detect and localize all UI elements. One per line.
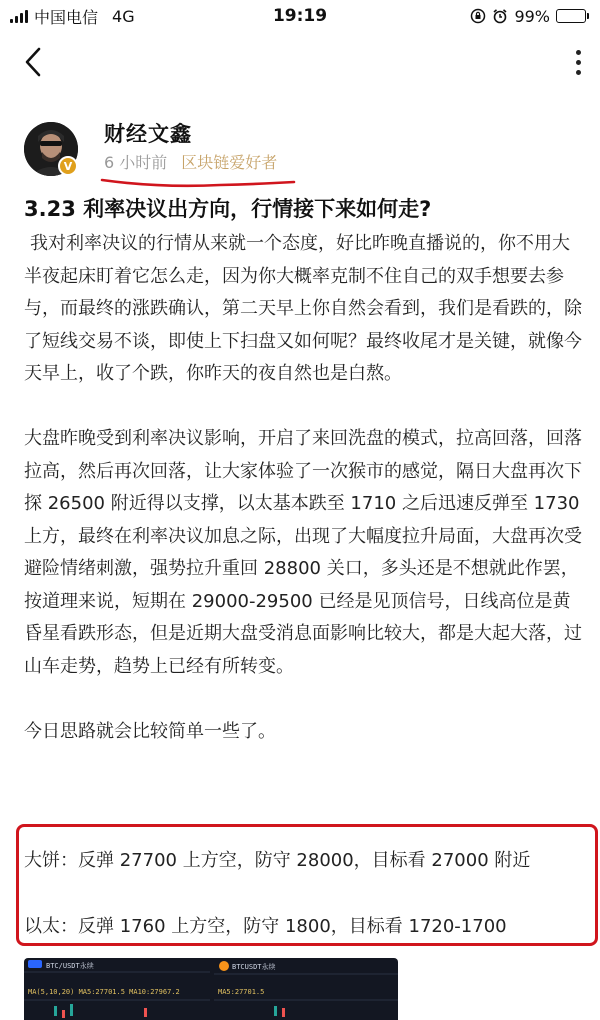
chart-pane-left xyxy=(24,958,210,1020)
status-right xyxy=(470,7,586,26)
more-button[interactable] xyxy=(568,46,588,78)
alarm-icon xyxy=(492,8,508,24)
verified-v-icon: V xyxy=(58,156,78,176)
signal-icon xyxy=(10,9,28,23)
status-left xyxy=(10,5,135,28)
battery-icon xyxy=(556,9,586,23)
author-name[interactable]: 财经文鑫 xyxy=(104,122,192,146)
strategy-eth: 以太：反弹 1760 上方空，防守 1800，目标看 1720-1700 xyxy=(24,916,507,937)
network-label: 4G xyxy=(112,6,135,26)
orientation-lock-icon xyxy=(470,8,486,24)
back-button[interactable] xyxy=(18,44,48,80)
author-tag[interactable]: 区块链爱好者 xyxy=(181,153,278,172)
post-time: 6 小时前 xyxy=(104,153,168,172)
author-meta xyxy=(104,150,277,173)
candles-left xyxy=(24,958,210,1020)
battery-percent: 99% xyxy=(514,6,550,26)
chart-title-left: BTC/USDT永续 xyxy=(46,962,94,970)
paragraph-2: 大盘昨晚受到利率决议影响，开启了来回洗盘的模式，拉高回落，回落拉高，然后再次回落，让大家体验了一次猴市的感觉，隔日大盘再次下探 26500 附近得以支撑，以太基本跌至 1710 之后迅速反弹至 1730 上方，最终在利率决议加息之际，出现了大幅度拉升局面，大盘再次受避险情绪刺激，强势拉升重回 28800 关口，多头还是不想就此作罢，按道理来说，短期在 29000-29500 已经是见顶信号，日线高位是黄昏星看跌形态，但是近期大盘受消息面影响比较大，都是大起大落，过山车走势，趋势上已经有所转变。 xyxy=(24,428,582,677)
carrier-label: 中国电信 xyxy=(34,7,99,27)
chart-ma-left: MA(5,10,20) MA5:27701.5 MA10:27967.2 xyxy=(28,988,180,996)
candles-right xyxy=(214,958,398,1020)
chart-ma-right: MA5:27701.5 xyxy=(218,988,265,996)
article-body xyxy=(24,228,582,781)
more-vertical-icon xyxy=(576,50,581,75)
article-title: 3.23 利率决议出方向，行情接下来如何走? xyxy=(24,197,432,221)
author-header xyxy=(24,118,584,182)
paragraph-1: 我对利率决议的行情从来就一个态度，好比昨晚直播说的，你不用大半夜起床盯着它怎么走，因为你大概率克制不住自己的双手想要去参与，而最终的涨跌确认，第二天早上你自然会看到，我们是看跌的，除了短线交易不谈，即使上下扫盘又如何呢？最终收尾才是关键，就像今天早上，收了个跌，你昨天的夜自然也是白熬。 xyxy=(24,233,582,384)
chevron-left-icon xyxy=(24,47,42,77)
paragraph-3: 今日思路就会比较简单一些了。 xyxy=(24,720,276,742)
status-time: 19:19 xyxy=(272,6,328,26)
status-bar xyxy=(0,0,600,32)
nav-bar xyxy=(0,34,600,90)
chart-thumbnail[interactable] xyxy=(24,958,398,1020)
chart-pane-right xyxy=(214,958,398,1020)
chart-title-right: BTCUSDT永续 xyxy=(232,963,276,971)
strategy-btc: 大饼：反弹 27700 上方空，防守 28000，目标看 27000 附近 xyxy=(24,850,531,871)
red-underline-annotation xyxy=(100,176,296,190)
